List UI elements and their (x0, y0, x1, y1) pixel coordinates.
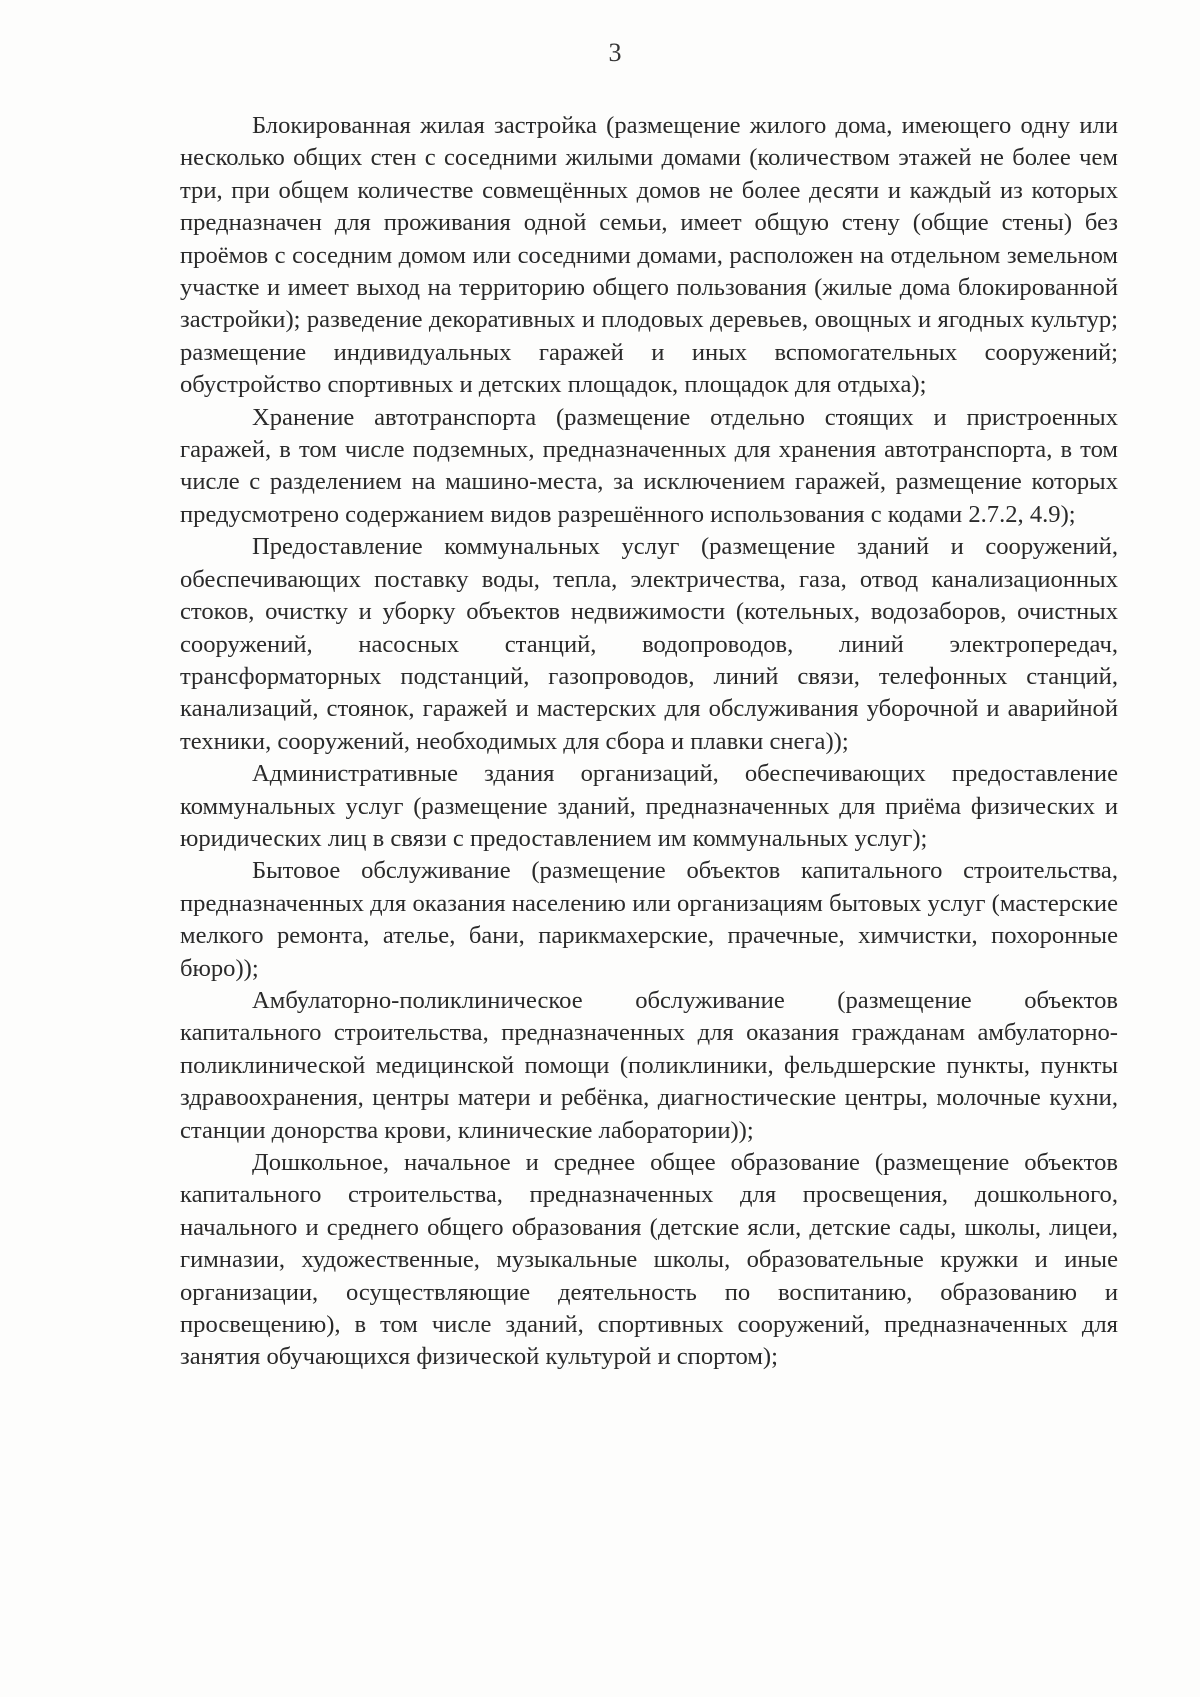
paragraph-education: Дошкольное, начальное и среднее общее образование (размещение объектов капитального строительства, предназначенных для просвещения, дошкольного, начального и среднего общего образования (детские ясли, детские сады, школы, лицеи, гимназии, художественные, музыкальные школы, образовательные кружки и иные организации, осуществляющие деятельность по воспитанию, образованию и просвещению), в том числе зданий, спортивных сооружений, предназначенных для занятия обучающихся физической культурой и спортом); (180, 1149, 1118, 1371)
paragraph-blocked-residential: Блокированная жилая застройка (размещение жилого дома, имеющего одну или несколько общих стен с соседними жилыми домами (количеством этажей не более чем три, при общем количестве совмещённых домов не более десяти и каждый из которых предназначен для проживания одной семьи, имеет общую стену (общие стены) без проёмов с соседним домом или соседними домами, расположен на отдельном земельном участке и имеет выход на территорию общего пользования (жилые дома блокированной застройки); разведение декоративных и плодовых деревьев, овощных и ягодных культур; размещение индивидуальных гаражей и иных вспомогательных сооружений; обустройство спортивных и детских площадок, площадок для отдыха); (180, 112, 1118, 399)
paragraph-vehicle-storage: Хранение автотранспорта (размещение отдельно стоящих и пристроенных гаражей, в том числе подземных, предназначенных для хранения автотранспорта, в том числе с разделением на машино-места, за исключением гаражей, размещение которых предусмотрено содержанием видов разрешённого использования с кодами 2.7.2, 4.9); (180, 403, 1118, 528)
paragraph-consumer-services: Бытовое обслуживание (размещение объектов капитального строительства, предназначенных для оказания населению или организациям бытовых услуг (мастерские мелкого ремонта, ателье, бани, парикмахерские, прачечные, химчистки, похоронные бюро)); (180, 857, 1118, 982)
paragraph-administrative-buildings: Административные здания организаций, обеспечивающих предоставление коммунальных услуг (размещение зданий, предназначенных для приёма физических и юридических лиц в связи с предоставлением им коммунальных услуг); (180, 760, 1118, 852)
paragraph-outpatient-services: Амбулаторно-поликлиническое обслуживание (размещение объектов капитального строительства, предназначенных для оказания гражданам амбулаторно-поликлинической медицинской помощи (поликлиники, фельдшерские пункты, пункты здравоохранения, центры матери и ребёнка, диагностические центры, молочные кухни, станции донорства крови, клинические лаборатории)); (180, 986, 1118, 1144)
page-number: 3 (608, 38, 622, 67)
document-body (180, 110, 1118, 1374)
paragraph-utility-services: Предоставление коммунальных услуг (размещение зданий и сооружений, обеспечивающих поставку воды, тепла, электричества, газа, отвод канализационных стоков, очистку и уборку объектов недвижимости (котельных, водозаборов, очистных сооружений, насосных станций, водопроводов, линий электропередач, трансформаторных подстанций, газопроводов, линий связи, телефонных станций, канализаций, стоянок, гаражей и мастерских для обслуживания уборочной и аварийной техники, сооружений, необходимых для сбора и плавки снега)); (180, 533, 1118, 755)
